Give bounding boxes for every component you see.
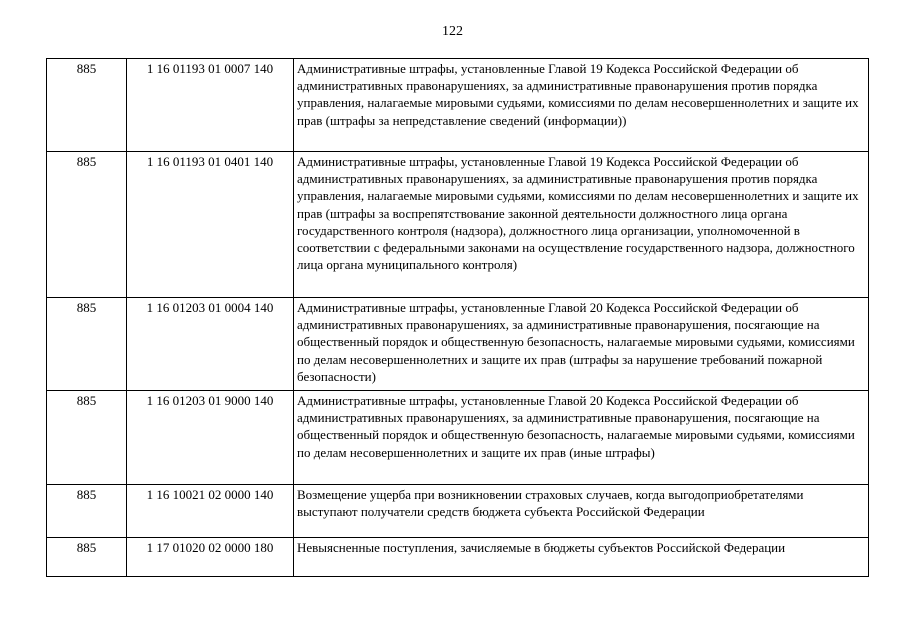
description-cell: Административные штрафы, установленные Главой 19 Кодекса Российской Федерации об административных правонарушениях, за административные правонарушения против порядка управления, налагаемые мировыми судьями, комиссиями по делам несовершеннолетних и защите их прав (штрафы за воспрепятствование законной деятельности должностного лица органа государственного контроля (надзора), должностного лица организации, уполномоченной в соответствии с федеральными законами на осуществление государственного надзора, должностного лица органа муниципального контроля)	[294, 152, 869, 298]
table-row	[47, 538, 869, 577]
budget-codes-table	[46, 58, 869, 577]
budget-code-cell: 1 16 01203 01 0004 140	[127, 298, 294, 391]
admin-code-cell: 885	[47, 59, 127, 152]
budget-code-cell: 1 16 01193 01 0007 140	[127, 59, 294, 152]
table-row	[47, 152, 869, 298]
budget-code-cell: 1 16 01203 01 9000 140	[127, 391, 294, 485]
budget-code-cell: 1 16 10021 02 0000 140	[127, 485, 294, 538]
description-cell: Административные штрафы, установленные Главой 20 Кодекса Российской Федерации об административных правонарушениях, за административные правонарушения, посягающие на общественный порядок и общественную безопасность, налагаемые мировыми судьями, комиссиями по делам несовершеннолетних и защите их прав (иные штрафы)	[294, 391, 869, 485]
table-row	[47, 391, 869, 485]
description-cell: Административные штрафы, установленные Главой 19 Кодекса Российской Федерации об административных правонарушениях, за административные правонарушения против порядка управления, налагаемые мировыми судьями, комиссиями по делам несовершеннолетних и защите их прав (штрафы за непредставление сведений (информации))	[294, 59, 869, 152]
description-cell: Административные штрафы, установленные Главой 20 Кодекса Российской Федерации об административных правонарушениях, за административные правонарушения, посягающие на общественный порядок и общественную безопасность, налагаемые мировыми судьями, комиссиями по делам несовершеннолетних и защите их прав (штрафы за нарушение требований пожарной безопасности)	[294, 298, 869, 391]
admin-code-cell: 885	[47, 298, 127, 391]
description-cell: Возмещение ущерба при возникновении страховых случаев, когда выгодоприобретателями выступают получатели средств бюджета субъекта Российской Федерации	[294, 485, 869, 538]
admin-code-cell: 885	[47, 538, 127, 577]
table-row	[47, 485, 869, 538]
table-row	[47, 298, 869, 391]
admin-code-cell: 885	[47, 152, 127, 298]
admin-code-cell: 885	[47, 391, 127, 485]
budget-code-cell: 1 16 01193 01 0401 140	[127, 152, 294, 298]
admin-code-cell: 885	[47, 485, 127, 538]
description-cell: Невыясненные поступления, зачисляемые в бюджеты субъектов Российской Федерации	[294, 538, 869, 577]
table-row	[47, 59, 869, 152]
budget-code-cell: 1 17 01020 02 0000 180	[127, 538, 294, 577]
page-number: 122	[442, 24, 463, 39]
